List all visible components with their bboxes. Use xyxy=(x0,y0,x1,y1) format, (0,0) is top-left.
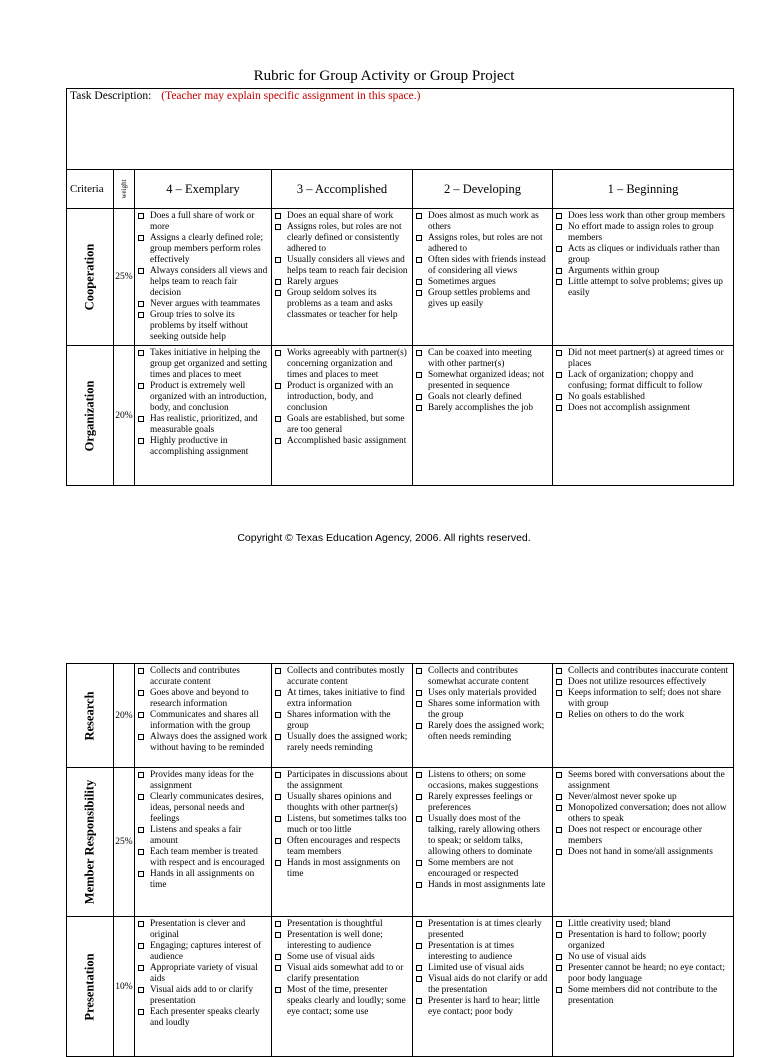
descriptor-list xyxy=(272,209,412,323)
descriptor-item: Presentation is at times interesting to audience xyxy=(415,941,549,963)
descriptor-item: Limited use of visual aids xyxy=(415,963,549,974)
criterion-row-member-responsibility xyxy=(67,768,734,917)
descriptor-list xyxy=(135,209,271,345)
descriptor-item: Some members are not encouraged or respected xyxy=(415,858,549,880)
criterion-weight: 20% xyxy=(114,346,135,486)
descriptor-item: Often encourages and respects team members xyxy=(274,836,409,858)
descriptor-item: Can be coaxed into meeting with other partner(s) xyxy=(415,348,549,370)
descriptor-list xyxy=(413,209,552,312)
level-cell-accomplished xyxy=(272,664,413,768)
descriptor-item: Hands in most assignments late xyxy=(415,880,549,891)
descriptor-item: Acts as cliques or individuals rather than group xyxy=(555,244,730,266)
descriptor-list xyxy=(272,768,412,882)
descriptor-item: Rarely argues xyxy=(274,277,409,288)
descriptor-item: Each presenter speaks clearly and loudly xyxy=(137,1007,268,1029)
criterion-row-presentation xyxy=(67,917,734,1057)
descriptor-list xyxy=(553,209,733,301)
descriptor-item: Provides many ideas for the assignment xyxy=(137,770,268,792)
criterion-weight: 20% xyxy=(114,664,135,768)
criterion-name-cell xyxy=(67,209,114,346)
descriptor-item: Appropriate variety of visual aids xyxy=(137,963,268,985)
criterion-name: Organization xyxy=(82,380,97,451)
descriptor-item: Sometimes argues xyxy=(415,277,549,288)
descriptor-item: Does not accomplish assignment xyxy=(555,403,730,414)
descriptor-item: Highly productive in accomplishing assignment xyxy=(137,436,268,458)
descriptor-list xyxy=(413,664,552,745)
descriptor-item: No effort made to assign roles to group members xyxy=(555,222,730,244)
descriptor-item: Presentation is at times clearly presented xyxy=(415,919,549,941)
descriptor-list xyxy=(553,664,733,723)
criteria-header: Criteria xyxy=(67,170,114,209)
criterion-row-cooperation xyxy=(67,209,734,346)
descriptor-list xyxy=(553,768,733,860)
descriptor-list xyxy=(272,346,412,449)
descriptor-item: Collects and contributes somewhat accurate content xyxy=(415,666,549,688)
descriptor-list xyxy=(553,346,733,416)
descriptor-item: Shares some information with the group xyxy=(415,699,549,721)
descriptor-item: Communicates and shares all information with the group xyxy=(137,710,268,732)
descriptor-item: Never argues with teammates xyxy=(137,299,268,310)
criterion-name-cell xyxy=(67,917,114,1057)
descriptor-item: Rarely expresses feelings or preferences xyxy=(415,792,549,814)
level-cell-developing xyxy=(413,346,553,486)
level-cell-beginning xyxy=(553,209,734,346)
descriptor-item: Little creativity used; bland xyxy=(555,919,730,930)
descriptor-item: Most of the time, presenter speaks clearly and loudly; some eye contact; some use xyxy=(274,985,409,1018)
page-title: Rubric for Group Activity or Group Project xyxy=(253,68,515,84)
level-cell-beginning xyxy=(553,346,734,486)
criterion-row-organization xyxy=(67,346,734,486)
level-cell-accomplished xyxy=(272,209,413,346)
task-description-box xyxy=(67,89,734,170)
level-cell-developing xyxy=(413,664,553,768)
descriptor-item: Relies on others to do the work xyxy=(555,710,730,721)
level-cell-beginning xyxy=(553,768,734,917)
level-cell-accomplished xyxy=(272,346,413,486)
criterion-row-research xyxy=(67,664,734,768)
level-cell-exemplary xyxy=(135,346,272,486)
level-cell-developing xyxy=(413,768,553,917)
descriptor-item: Participates in discussions about the assignment xyxy=(274,770,409,792)
descriptor-item: Collects and contributes mostly accurate content xyxy=(274,666,409,688)
descriptor-list xyxy=(135,346,271,460)
descriptor-item: Usually shares opinions and thoughts with other partner(s) xyxy=(274,792,409,814)
weight-header-label: weight xyxy=(120,179,128,199)
descriptor-list xyxy=(272,917,412,1020)
descriptor-item: Does not hand in some/all assignments xyxy=(555,847,730,858)
descriptor-item: Each team member is treated with respect and is encouraged xyxy=(137,847,268,869)
descriptor-item: Does not utilize resources effectively xyxy=(555,677,730,688)
criterion-name: Cooperation xyxy=(82,243,97,311)
criterion-weight: 10% xyxy=(114,917,135,1057)
descriptor-item: Shares information with the group xyxy=(274,710,409,732)
descriptor-item: Presentation is clever and original xyxy=(137,919,268,941)
descriptor-item: Arguments within group xyxy=(555,266,730,277)
descriptor-item: Presentation is hard to follow; poorly organized xyxy=(555,930,730,952)
criterion-name-cell xyxy=(67,768,114,917)
descriptor-item: Takes initiative in helping the group get organized and setting times and places to meet xyxy=(137,348,268,381)
descriptor-list xyxy=(272,664,412,756)
descriptor-item: Barely accomplishes the job xyxy=(415,403,549,414)
descriptor-item: Engaging; captures interest of audience xyxy=(137,941,268,963)
descriptor-item: Assigns roles, but roles are not adhered to xyxy=(415,233,549,255)
descriptor-item: Keeps information to self; does not share with group xyxy=(555,688,730,710)
criterion-name: Research xyxy=(82,690,97,741)
task-description-label: Task Description: xyxy=(70,90,152,102)
criterion-name: Member Responsibility xyxy=(82,779,97,905)
descriptor-item: Does not respect or encourage other members xyxy=(555,825,730,847)
descriptor-item: Presentation is thoughtful xyxy=(274,919,409,930)
descriptor-item: Usually does most of the talking, rarely allowing others to speak; or seldom talks, allowing others to dominate xyxy=(415,814,549,858)
descriptor-item: Goals not clearly defined xyxy=(415,392,549,403)
level-header-developing: 2 – Developing xyxy=(413,170,553,209)
criterion-name-cell xyxy=(67,664,114,768)
rubric-table-page-1 xyxy=(66,88,734,486)
descriptor-item: Assigns a clearly defined role; group members perform roles effectively xyxy=(137,233,268,266)
rubric-table-page-2 xyxy=(66,663,734,1057)
descriptor-item: Usually considers all views and helps team to reach fair decision xyxy=(274,255,409,277)
descriptor-item: Visual aids add to or clarify presentation xyxy=(137,985,268,1007)
descriptor-list xyxy=(553,917,733,1009)
descriptor-item: Does an equal share of work xyxy=(274,211,409,222)
descriptor-list xyxy=(135,664,271,756)
descriptor-list xyxy=(413,768,552,893)
descriptor-item: Does almost as much work as others xyxy=(415,211,549,233)
descriptor-item: Hands in all assignments on time xyxy=(137,869,268,891)
descriptor-item: Accomplished basic assignment xyxy=(274,436,409,447)
level-header-beginning: 1 – Beginning xyxy=(553,170,734,209)
descriptor-list xyxy=(413,917,552,1020)
level-cell-exemplary xyxy=(135,768,272,917)
descriptor-item: Group settles problems and gives up easily xyxy=(415,288,549,310)
level-cell-accomplished xyxy=(272,917,413,1057)
level-cell-beginning xyxy=(553,917,734,1057)
descriptor-item: Presentation is well done; interesting to audience xyxy=(274,930,409,952)
criterion-weight: 25% xyxy=(114,768,135,917)
descriptor-item: Often sides with friends instead of considering all views xyxy=(415,255,549,277)
descriptor-item: Product is extremely well organized with an introduction, body, and conclusion xyxy=(137,381,268,414)
descriptor-list xyxy=(135,768,271,893)
descriptor-list xyxy=(135,917,271,1031)
descriptor-item: Collects and contributes accurate content xyxy=(137,666,268,688)
descriptor-item: Group seldom solves its problems as a team and asks classmates or teacher for help xyxy=(274,288,409,321)
descriptor-item: Never/almost never spoke up xyxy=(555,792,730,803)
level-cell-developing xyxy=(413,917,553,1057)
level-cell-developing xyxy=(413,209,553,346)
descriptor-item: Assigns roles, but roles are not clearly defined or consistently adhered to xyxy=(274,222,409,255)
descriptor-item: Collects and contributes inaccurate content xyxy=(555,666,730,677)
descriptor-item: Uses only materials provided xyxy=(415,688,549,699)
descriptor-item: Group tries to solve its problems by itself without seeking outside help xyxy=(137,310,268,343)
descriptor-item: Lack of organization; choppy and confusing; format difficult to follow xyxy=(555,370,730,392)
descriptor-item: Listens to others; on some occasions, makes suggestions xyxy=(415,770,549,792)
descriptor-item: Did not meet partner(s) at agreed times or places xyxy=(555,348,730,370)
descriptor-item: Clearly communicates desires, ideas, personal needs and feelings xyxy=(137,792,268,825)
descriptor-item: Product is organized with an introduction, body, and conclusion xyxy=(274,381,409,414)
header-row xyxy=(67,170,734,209)
level-header-accomplished: 3 – Accomplished xyxy=(272,170,413,209)
descriptor-item: Little attempt to solve problems; gives up easily xyxy=(555,277,730,299)
weight-header xyxy=(114,170,135,209)
level-cell-exemplary xyxy=(135,209,272,346)
descriptor-item: No use of visual aids xyxy=(555,952,730,963)
descriptor-item: Always considers all views and helps team to reach fair decision xyxy=(137,266,268,299)
task-description-hint: (Teacher may explain specific assignment in this space.) xyxy=(161,90,421,102)
descriptor-item: Listens, but sometimes talks too much or too little xyxy=(274,814,409,836)
descriptor-item: Has realistic, prioritized, and measurable goals xyxy=(137,414,268,436)
criterion-weight: 25% xyxy=(114,209,135,346)
copyright-notice: Copyright © Texas Education Agency, 2006. All rights reserved. xyxy=(237,532,531,544)
level-header-exemplary: 4 – Exemplary xyxy=(135,170,272,209)
descriptor-item: Goes above and beyond to research information xyxy=(137,688,268,710)
criterion-name: Presentation xyxy=(82,952,97,1021)
level-cell-exemplary xyxy=(135,664,272,768)
descriptor-item: Works agreeably with partner(s) concerning organization and times and places to meet xyxy=(274,348,409,381)
descriptor-item: Presenter is hard to hear; little eye contact; poor body xyxy=(415,996,549,1018)
descriptor-item: Visual aids do not clarify or add the presentation xyxy=(415,974,549,996)
descriptor-item: Somewhat organized ideas; not presented in sequence xyxy=(415,370,549,392)
descriptor-item: Some use of visual aids xyxy=(274,952,409,963)
descriptor-item: Usually does the assigned work; rarely needs reminding xyxy=(274,732,409,754)
level-cell-accomplished xyxy=(272,768,413,917)
descriptor-item: Presenter cannot be heard; no eye contact; poor body language xyxy=(555,963,730,985)
descriptor-list xyxy=(413,346,552,416)
descriptor-item: Seems bored with conversations about the assignment xyxy=(555,770,730,792)
descriptor-item: Listens and speaks a fair amount xyxy=(137,825,268,847)
descriptor-item: No goals established xyxy=(555,392,730,403)
descriptor-item: Visual aids somewhat add to or clarify presentation xyxy=(274,963,409,985)
level-cell-beginning xyxy=(553,664,734,768)
descriptor-item: Rarely does the assigned work; often needs reminding xyxy=(415,721,549,743)
descriptor-item: Goals are established, but some are too general xyxy=(274,414,409,436)
descriptor-item: Does less work than other group members xyxy=(555,211,730,222)
descriptor-item: Does a full share of work or more xyxy=(137,211,268,233)
criterion-name-cell xyxy=(67,346,114,486)
descriptor-item: At times, takes initiative to find extra information xyxy=(274,688,409,710)
level-cell-exemplary xyxy=(135,917,272,1057)
descriptor-item: Monopolized conversation; does not allow others to speak xyxy=(555,803,730,825)
descriptor-item: Some members did not contribute to the presentation xyxy=(555,985,730,1007)
descriptor-item: Always does the assigned work without having to be reminded xyxy=(137,732,268,754)
descriptor-item: Hands in most assignments on time xyxy=(274,858,409,880)
